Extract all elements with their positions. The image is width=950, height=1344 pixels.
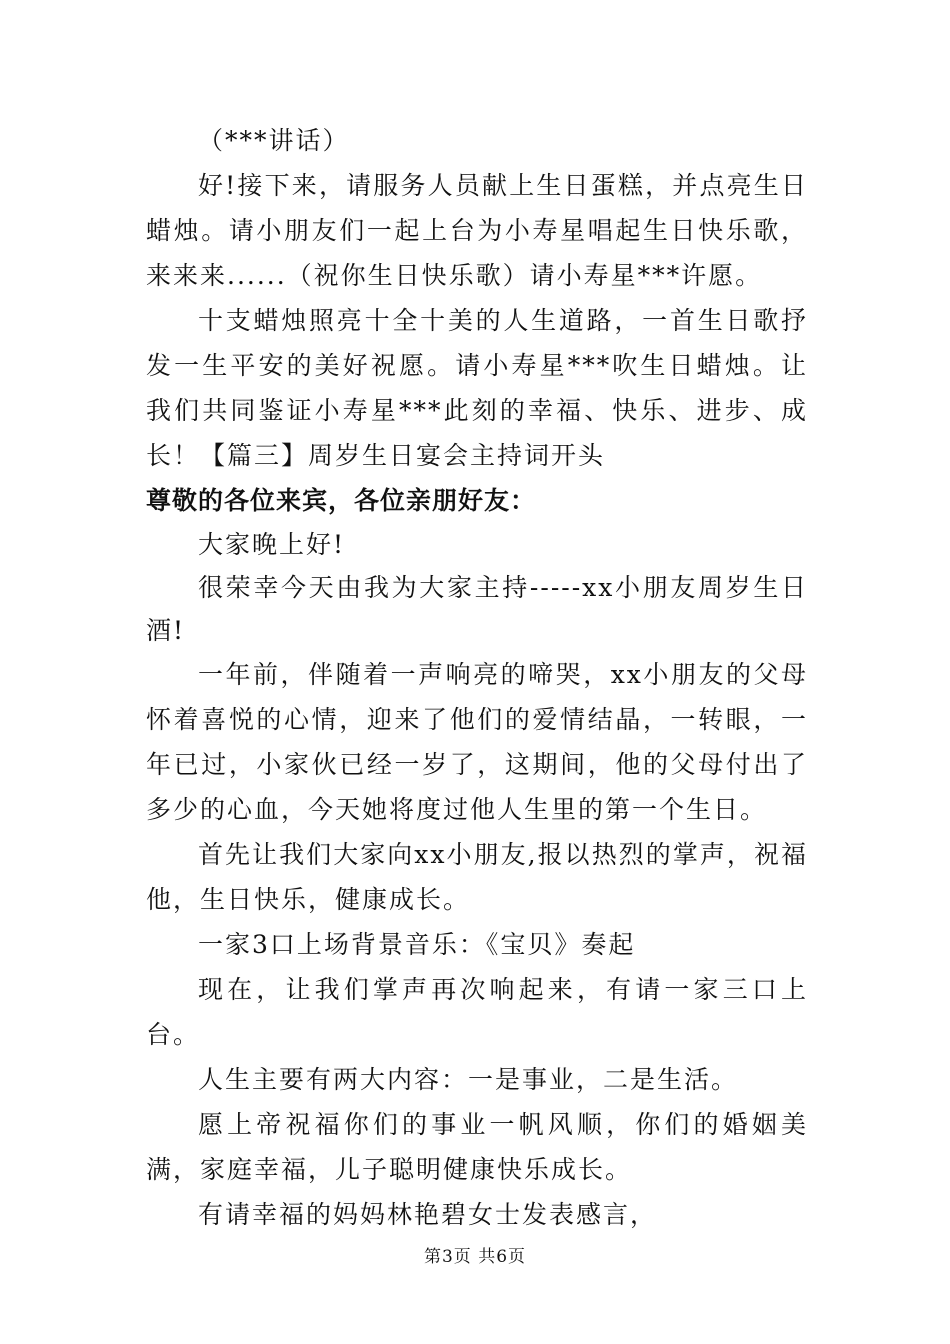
paragraph-family-entrance: 一家3口上场背景音乐：《宝贝》奏起	[198, 930, 636, 959]
paragraph-life-content: 人生主要有两大内容：一是事业，二是生活。	[198, 1065, 739, 1094]
paragraph-one-year-ago: 一年前，伴随着一声响亮的啼哭，xx小朋友的父母怀着喜悦的心情，迎来了他们的爱情结晶，一转眼，一年已过，小家伙已经一岁了，这期间，他的父母付出了多少的心血，今天她将度过他人生里的第一个生日。	[146, 660, 808, 824]
paragraph-blessing: 愿上帝祝福你们的事业一帆风顺，你们的婚姻美满，家庭幸福，儿子聪明健康快乐成长。	[146, 1110, 808, 1184]
paragraph-invite-family: 现在，让我们掌声再次响起来，有请一家三口上台。	[146, 975, 808, 1049]
document-body	[146, 118, 808, 1237]
paragraph-applause: 首先让我们大家向xx小朋友,报以热烈的掌声，祝福他，生日快乐，健康成长。	[146, 840, 808, 914]
paragraph-salutation: 尊敬的各位来宾，各位亲朋好友：	[146, 486, 537, 515]
paragraph-speech-note: （***讲话）	[198, 126, 350, 155]
paragraph-birthday-cake: 好!接下来，请服务人员献上生日蛋糕，并点亮生日蜡烛。请小朋友们一起上台为小寿星唱起生日快乐歌，来来来......（祝你生日快乐歌）请小寿星***许愿。	[146, 171, 808, 290]
paragraph-ten-candles: 十支蜡烛照亮十全十美的人生道路，一首生日歌抒发一生平安的美好祝愿。请小寿星***吹生日蜡烛。让我们共同鉴证小寿星***此刻的幸福、快乐、进步、成长！【篇三】周岁生日宴会主持词开头	[146, 306, 808, 470]
paragraph-greeting: 大家晚上好!	[198, 530, 346, 559]
paragraph-host-intro: 很荣幸今天由我为大家主持-----xx小朋友周岁生日酒!	[146, 573, 808, 645]
paragraph-mother-speech: 有请幸福的妈妈林艳碧女士发表感言，	[198, 1200, 658, 1229]
page-number-footer: 第3页 共6页	[423, 1247, 527, 1267]
